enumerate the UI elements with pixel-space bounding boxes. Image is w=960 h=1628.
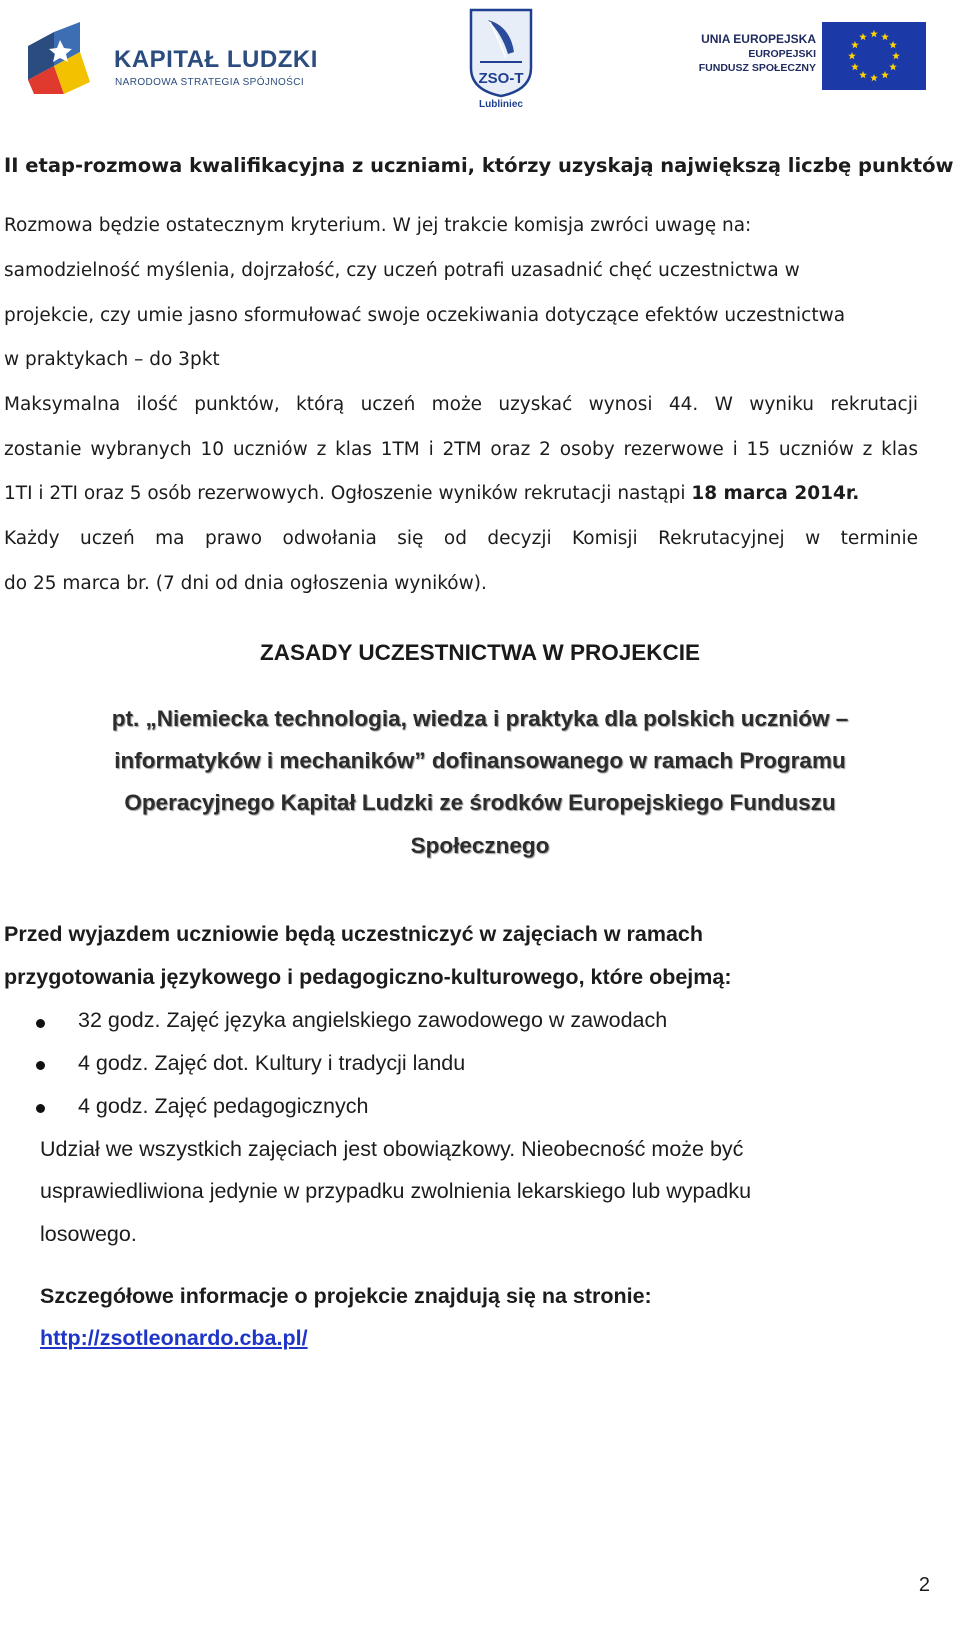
zso-lubliniec-logo: [468, 8, 534, 112]
stage2-para2-line3-text: 1TI i 2TI oraz 5 osób rezerwowych. Ogłoszenie wyników rekrutacji nastąpi: [4, 483, 692, 504]
eu-line3: FUNDUSZ SPOŁECZNY: [698, 62, 816, 74]
prep-item-1: 32 godz. Zajęć języka angielskiego zawodowego w zawodach: [78, 1008, 668, 1032]
kapital-ludzki-subtitle: NARODOWA STRATEGIA SPÓJNOŚCI: [115, 77, 305, 88]
stage2-heading: II etap-rozmowa kwalifikacyjna z uczniami, którzy uzyskają największą liczbę punktów: [4, 154, 954, 177]
project-title-line-3: Operacyjnego Kapitał Ludzki ze środków Europejskiego Funduszu: [124, 790, 836, 815]
rules-heading: ZASADY UCZESTNICTWA W PROJEKCIE: [259, 640, 701, 665]
bullet-icon: [36, 1061, 45, 1070]
page-number: 2: [918, 1574, 930, 1596]
kapital-ludzki-emblem-icon: [24, 22, 94, 94]
prep-intro-line2: przygotowania językowego i pedagogiczno-kulturowego, które obejmą:: [4, 965, 732, 989]
eu-flag-icon: [822, 22, 926, 90]
stage2-line-3: projekcie, czy umie jasno sformułować swoje oczekiwania dotyczące efektów uczestnictwa: [4, 305, 846, 326]
prep-item-2: 4 godz. Zajęć dot. Kultury i tradycji landu: [78, 1051, 466, 1075]
stage2-line-4: w praktykach – do 3pkt: [4, 349, 220, 370]
project-title-line-4: Społecznego: [410, 833, 550, 858]
eu-line2: EUROPEJSKI: [748, 48, 816, 60]
kapital-ludzki-logo: [18, 22, 318, 94]
stage2-para2-line5: do 25 marca br. (7 dni od dnia ogłoszenia wyników).: [4, 573, 487, 594]
more-info-label: Szczegółowe informacje o projekcie znajdują się na stronie:: [40, 1284, 652, 1308]
project-website-link[interactable]: http://zsotleonardo.cba.pl/: [40, 1326, 308, 1350]
results-date: 18 marca 2014r.: [691, 483, 860, 504]
zso-mark-text: ZSO-T: [478, 70, 524, 87]
stage2-para2-line1: Maksymalna ilość punktów, którą uczeń może uzyskać wynosi 44. W wyniku rekrutacji: [4, 394, 918, 415]
stage2-para2-line2: zostanie wybranych 10 uczniów z klas 1TM i 2TM oraz 2 osoby rezerwowe i 15 uczniów z klas: [4, 439, 918, 460]
stage2-para2-line3: [4, 483, 859, 504]
prep-item-3: 4 godz. Zajęć pedagogicznych: [78, 1094, 369, 1118]
kapital-ludzki-title: KAPITAŁ LUDZKI: [114, 46, 318, 73]
project-title-line-1: pt. „Niemiecka technologia, wiedza i praktyka dla polskich uczniów –: [111, 706, 849, 731]
eu-line1: UNIA EUROPEJSKA: [701, 32, 816, 46]
prep-intro-line1: Przed wyjazdem uczniowie będą uczestniczyć w zajęciach w ramach: [4, 922, 704, 946]
zso-crest-icon: [468, 8, 534, 98]
stage2-line-2: samodzielność myślenia, dojrzałość, czy uczeń potrafi uzasadnić chęć uczestnictwa w: [4, 260, 800, 281]
attendance-line-2: usprawiedliwiona jedynie w przypadku zwolnienia lekarskiego lub wypadku: [40, 1179, 752, 1203]
zso-label: Lubliniec: [479, 99, 523, 110]
eu-efs-logo: [700, 22, 926, 88]
stage2-para2-line4: Każdy uczeń ma prawo odwołania się od decyzji Komisji Rekrutacyjnej w terminie: [4, 528, 918, 549]
project-title-line-2: informatyków i mechaników” dofinansowanego w ramach Programu: [114, 748, 846, 773]
stage2-line-1: Rozmowa będzie ostatecznym kryterium. W jej trakcie komisja zwróci uwagę na:: [4, 215, 752, 236]
attendance-line-3: losowego.: [40, 1222, 137, 1246]
bullet-icon: [36, 1019, 45, 1028]
bullet-icon: [36, 1104, 45, 1113]
attendance-line-1: Udział we wszystkich zajęciach jest obowiązkowy. Nieobecność może być: [40, 1137, 744, 1161]
